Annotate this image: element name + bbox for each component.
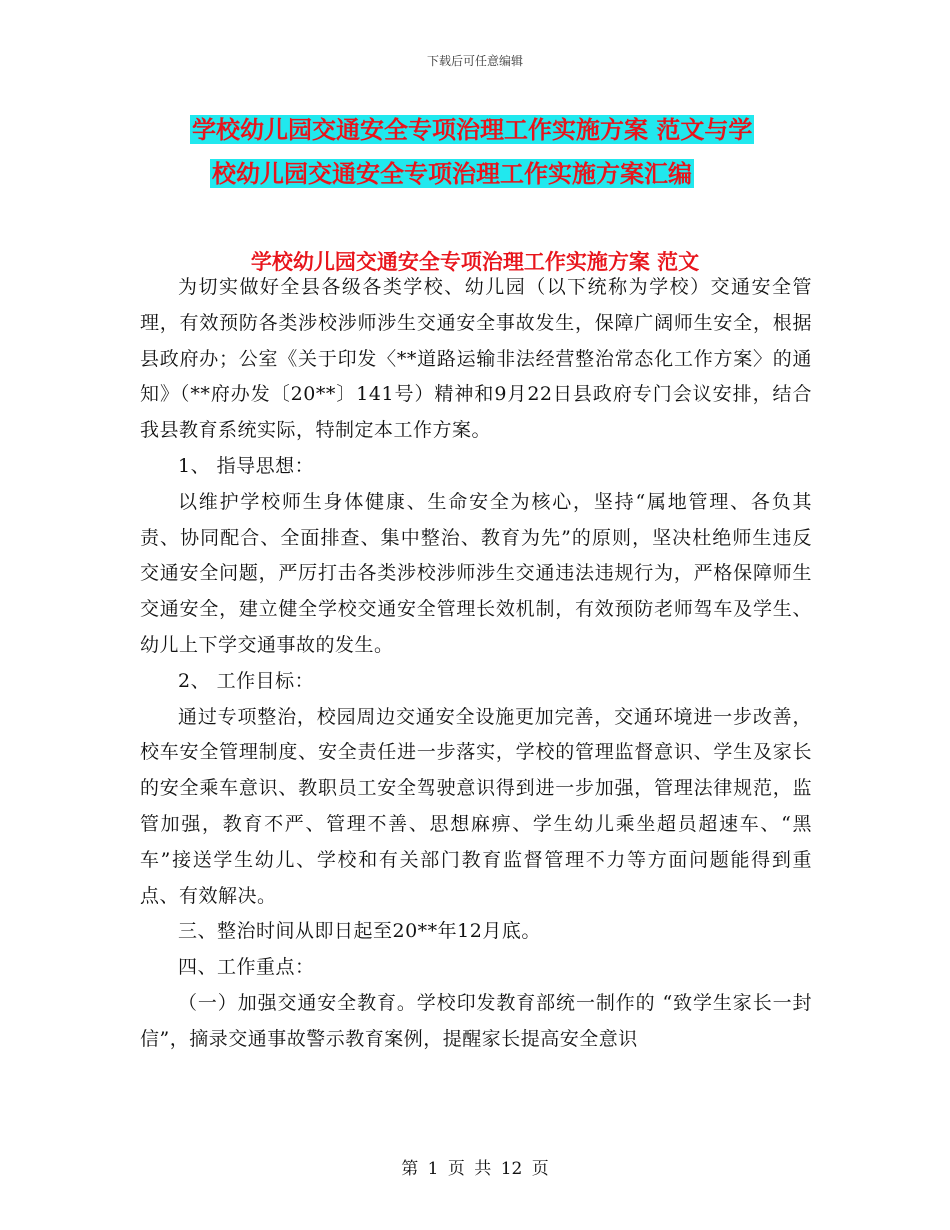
document-title-line-1 — [190, 112, 754, 148]
paragraph: 以维护学校师生身体健康、生命安全为核心，坚持“属地管理、各负其责、协同配合、全面排查、集中整治、教育为先”的原则，坚决杜绝师生违反交通安全问题，严厉打击各类涉校涉师涉生交通违法违规行为，严格保障师生交通安全，建立健全学校交通安全管理长效机制，有效预防老师驾车及学生、幼儿上下学交通事故的发生。 — [140, 490, 812, 656]
title-highlight-1: 学校幼儿园交通安全专项治理工作实施方案 范文与学 — [192, 115, 753, 144]
heading-guiding-thought: 1、 指导思想： — [178, 454, 315, 477]
title-highlight-2: 校幼儿园交通安全专项治理工作实施方案汇编 — [212, 159, 692, 188]
paragraph: 通过专项整治，校园周边交通安全设施更加完善，交通环境进一步改善，校车安全管理制度、安全责任进一步落实，学校的管理监督意识、学生及家长的安全乘车意识、教职员工安全驾驶意识得到进一步加强，管理法律规范，监管加强，教育不严、管理不善、思想麻痹、学生幼儿乘坐超员超速车、“黑车”接送学生幼儿、学校和有关部门教育监督管理不力等方面问题能得到重点、有效解决。 — [140, 705, 812, 907]
document-body — [140, 270, 812, 1058]
page-footer: 第 1 页 共 12 页 — [401, 1159, 549, 1179]
paragraph: 为切实做好全县各级各类学校、幼儿园（以下统称为学校）交通安全管理，有效预防各类涉校涉师涉生交通安全事故发生，保障广阔师生安全，根据县政府办；公室《关于印发〈**道路运输非法经营整治常态化工作方案〉的通知》（**府办发〔20**〕141号）精神和9月22日县政府专门会议安排，结合我县教育系统实际，特制定本工作方案。 — [140, 276, 812, 442]
paragraph: （一）加强交通安全教育。学校印发教育部统一制作的 “致学生家长一封信”，摘录交通事故警示教育案例，提醒家长提高安全意识 — [140, 991, 812, 1050]
paragraph: 三、整治时间从即日起至20**年12月底。 — [178, 920, 541, 943]
page-header-note: 下载后可任意编辑 — [426, 54, 523, 68]
section-title: 学校幼儿园交通安全专项治理工作实施方案 范文 — [250, 249, 700, 274]
document-title-line-2 — [210, 156, 694, 192]
heading-work-focus: 四、工作重点： — [178, 956, 315, 979]
heading-work-goals: 2、 工作目标： — [178, 669, 315, 692]
